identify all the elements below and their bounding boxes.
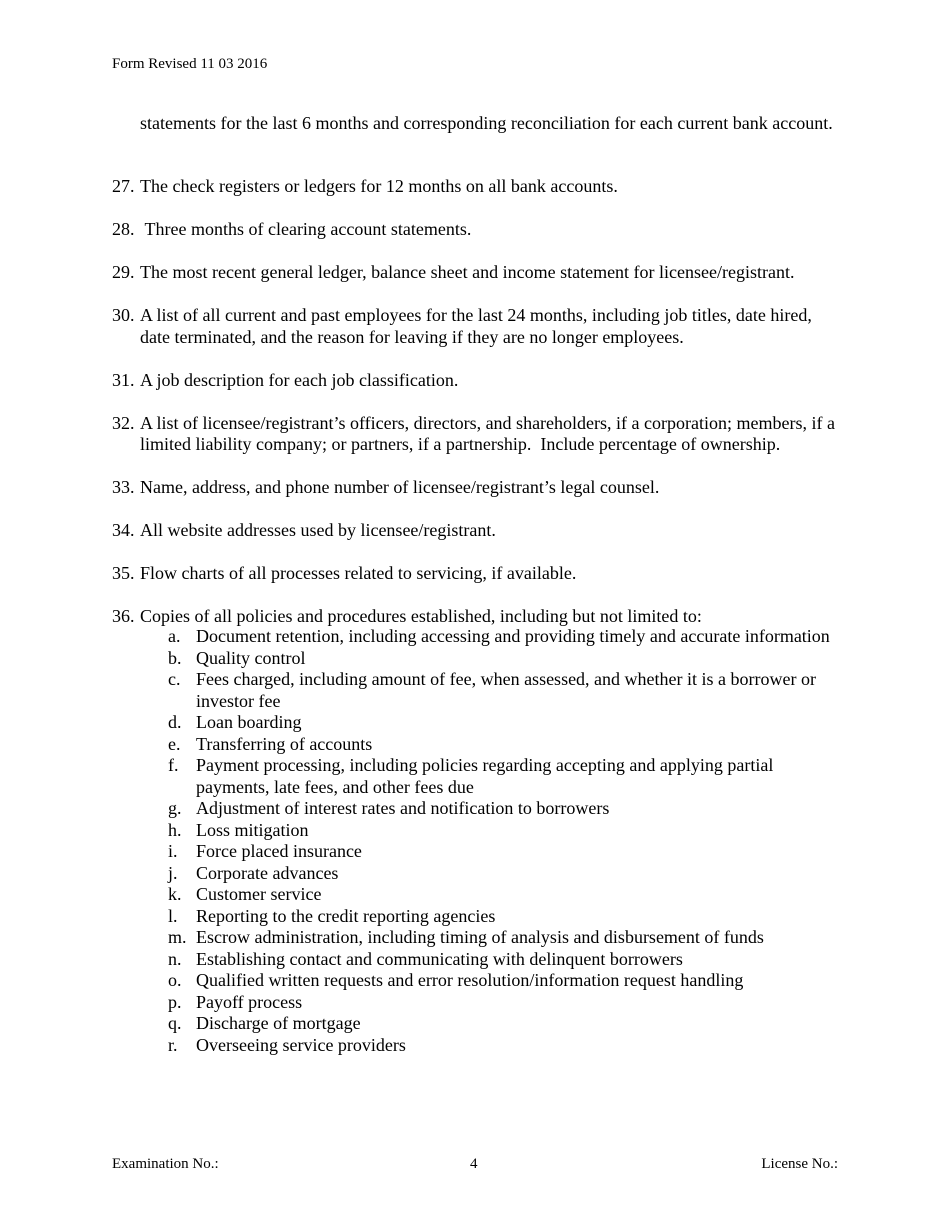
form-revised-header: Form Revised 11 03 2016 — [112, 56, 268, 72]
sublist-item — [168, 927, 848, 949]
license-number-label: License No.: — [761, 1156, 838, 1172]
sub-letter: h. — [168, 819, 182, 840]
sub-text: Escrow administration, including timing of analysis and disbursement of funds — [196, 927, 764, 947]
item-text: Flow charts of all processes related to servicing, if available. — [140, 563, 577, 583]
sublist-item — [168, 1013, 848, 1035]
sub-text: Adjustment of interest rates and notification to borrowers — [196, 798, 610, 818]
sublist-item — [168, 712, 848, 734]
sub-text: Overseeing service providers — [196, 1034, 406, 1055]
sublist-item — [168, 648, 848, 670]
sublist-item — [168, 841, 848, 863]
sub-letter: m. — [168, 927, 187, 947]
sublist-item — [168, 669, 848, 712]
list-item — [112, 606, 842, 628]
list-item — [112, 520, 842, 542]
sublist-item — [168, 884, 848, 906]
list-item — [112, 413, 842, 456]
list-item — [112, 563, 842, 585]
sub-letter: a. — [168, 626, 181, 646]
item-text: A job description for each job classification. — [140, 369, 459, 390]
list-item — [112, 305, 842, 348]
item-number: 28. — [112, 219, 135, 239]
sublist-item — [168, 863, 848, 885]
sub-text: Document retention, including accessing and providing timely and accurate information — [196, 626, 830, 646]
sublist-item — [168, 906, 848, 928]
sub-letter: g. — [168, 798, 182, 818]
sub-letter: b. — [168, 647, 182, 668]
list-item — [112, 477, 842, 499]
sub-text: Payoff process — [196, 991, 303, 1012]
item-text: All website addresses used by licensee/registrant. — [140, 520, 496, 540]
item-number: 36. — [112, 606, 135, 626]
item-text: Name, address, and phone number of licensee/registrant’s legal counsel. — [140, 477, 660, 497]
sub-letter: d. — [168, 712, 182, 732]
lettered-sublist — [168, 626, 848, 1056]
sub-letter: r. — [168, 1034, 178, 1055]
item-number: 33. — [112, 477, 135, 497]
sub-letter: f. — [168, 755, 179, 775]
sub-text: Transferring of accounts — [196, 733, 373, 754]
continuation-text: statements for the last 6 months and corresponding reconciliation for each current bank account. — [140, 113, 833, 133]
item-text: The most recent general ledger, balance sheet and income statement for licensee/registrant. — [140, 262, 795, 282]
page-number: 4 — [470, 1156, 478, 1172]
sub-text: Loss mitigation — [196, 819, 309, 840]
sub-text: Quality control — [196, 647, 306, 668]
item-text: The check registers or ledgers for 12 months on all bank accounts. — [140, 176, 618, 196]
item-number: 31. — [112, 369, 135, 390]
sub-text: Customer service — [196, 884, 322, 904]
sub-text: Loan boarding — [196, 712, 302, 732]
sublist-item — [168, 992, 848, 1014]
item-number: 32. — [112, 412, 135, 433]
list-item — [112, 219, 842, 241]
sub-letter: p. — [168, 991, 182, 1012]
sub-text: Establishing contact and communicating with delinquent borrowers — [196, 948, 683, 969]
item-number: 35. — [112, 563, 135, 583]
item-text: Copies of all policies and procedures established, including but not limited to: — [140, 606, 702, 626]
item-number: 29. — [112, 262, 135, 282]
sub-letter: i. — [168, 841, 178, 861]
examination-number-label: Examination No.: — [112, 1156, 219, 1172]
sublist-item — [168, 820, 848, 842]
sublist-item — [168, 798, 848, 820]
sub-letter: q. — [168, 1013, 182, 1033]
sub-letter: c. — [168, 669, 181, 689]
sub-text: Corporate advances — [196, 862, 339, 883]
item-number: 30. — [112, 305, 135, 325]
sublist-item — [168, 626, 848, 648]
sub-letter: n. — [168, 948, 182, 969]
sub-letter: j. — [168, 862, 178, 883]
numbered-list — [112, 176, 842, 649]
item-text: A list of licensee/registrant’s officers, directors, and shareholders, if a corporation; members, if a limited liability company; or partners, if a partnership. Include percentage of ownership. — [140, 412, 840, 454]
list-item — [112, 370, 842, 392]
sub-text: Reporting to the credit reporting agencies — [196, 905, 496, 926]
sub-letter: k. — [168, 884, 182, 904]
sub-text: Fees charged, including amount of fee, when assessed, and whether it is a borrower or investor fee — [196, 669, 816, 711]
sublist-item — [168, 755, 848, 798]
sub-letter: l. — [168, 905, 178, 926]
item-number: 34. — [112, 520, 135, 540]
item-text: Three months of clearing account statements. — [140, 219, 472, 239]
sub-text: Discharge of mortgage — [196, 1013, 361, 1033]
sublist-item — [168, 734, 848, 756]
list-item — [112, 262, 842, 284]
sub-text: Payment processing, including policies regarding accepting and applying partial payments, late fees, and other fees due — [196, 755, 774, 797]
item-number: 27. — [112, 176, 135, 196]
list-item — [112, 176, 842, 198]
sublist-item — [168, 970, 848, 992]
item-text: A list of all current and past employees for the last 24 months, including job titles, date hired, date terminated, and the reason for leaving if they are no longer employees. — [140, 305, 817, 347]
sub-text: Force placed insurance — [196, 841, 362, 861]
sub-text: Qualified written requests and error resolution/information request handling — [196, 970, 744, 990]
sublist-item — [168, 949, 848, 971]
sub-letter: e. — [168, 733, 181, 754]
sub-letter: o. — [168, 970, 182, 990]
sublist-item — [168, 1035, 848, 1057]
